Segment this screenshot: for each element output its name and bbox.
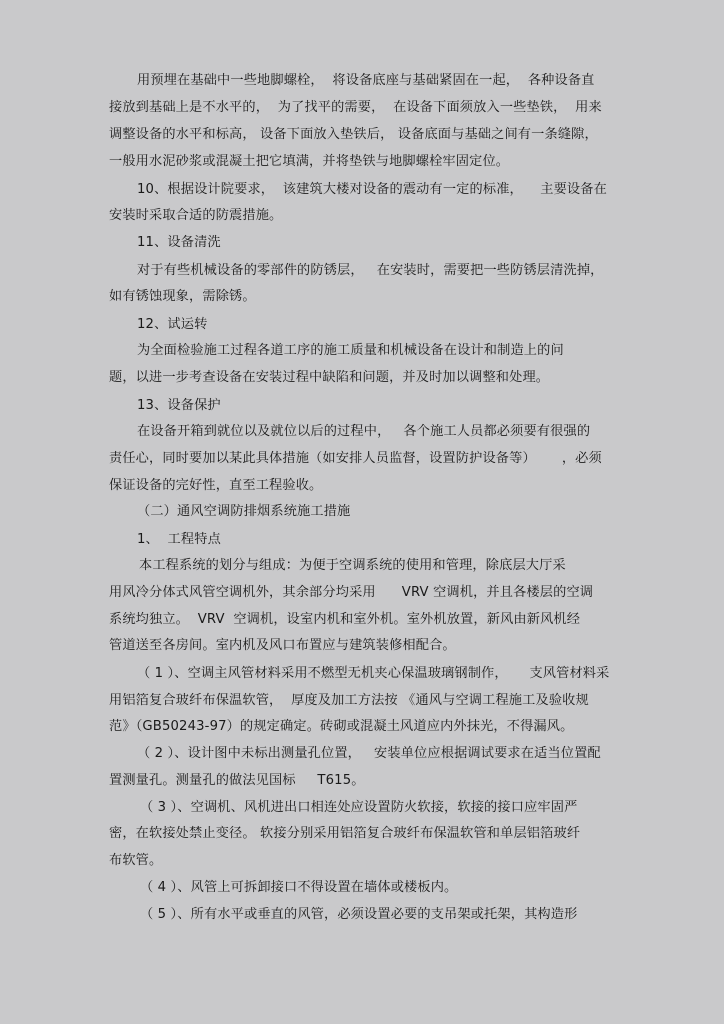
text-line: 为全面检验施工过程各道工序的施工质量和机械设备在设计和制造上的问 — [137, 343, 564, 358]
text-line: 范》（GB50243-97）的规定确定。砖砌或混凝土风道应内外抹光，不得漏风。 — [109, 719, 574, 734]
section-heading: 11、设备清洗 — [137, 235, 221, 250]
text-line: 本工程系统的划分与组成：为便于空调系统的使用和管理，除底层大厅采 — [139, 558, 566, 573]
text-line: （ 5 ）、所有水平或垂直的风管，必须设置必要的支吊架或托架，其构造形 — [140, 907, 578, 922]
text-line: 如有锈蚀现象，需除锈。 — [109, 289, 256, 304]
text-line: 布软管。 — [109, 853, 163, 868]
section-heading: （二）通风空调防排烟系统施工措施 — [137, 504, 351, 519]
text-line: 密，在软接处禁止变径。 软接分别采用铝箔复合玻纤布保温软管和单层铝箔玻纤 — [109, 826, 581, 841]
text-line: 用铝箔复合玻纤布保温软管， 厚度及加工方法按 《通风与空调工程施工及验收规 — [109, 693, 589, 708]
text-line: 置测量孔。测量孔的做法见国标 T615。 — [109, 773, 365, 788]
section-heading: 1、 工程特点 — [137, 532, 221, 547]
text-line: 调整设备的水平和标高， 设备下面放入垫铁后， 设备底面与基础之间有一条缝隙， — [109, 127, 598, 142]
text-line: 一般用水泥砂浆或混凝土把它填满，并将垫铁与地脚螺栓牢固定位。 — [109, 154, 510, 169]
text-line: （ 4 ）、风管上可拆卸接口不得设置在墙体或楼板内。 — [140, 880, 458, 895]
text-line: 保证设备的完好性，直至工程验收。 — [109, 478, 323, 493]
section-heading: 12、试运转 — [137, 317, 208, 332]
text-line: 对于有些机械设备的零部件的防锈层， 在安装时，需要把一些防锈层清洗掉， — [137, 263, 604, 278]
text-line: 接放到基础上是不水平的， 为了找平的需要， 在设备下面须放入一些垫铁， 用来 — [109, 100, 602, 115]
text-line: 管道送至各房间。室内机及风口布置应与建筑装修相配合。 — [109, 638, 456, 653]
text-line: 10、根据设计院要求， 该建筑大楼对设备的震动有一定的标准， 主要设备在 — [137, 182, 607, 197]
text-line: （ 2 ）、设计图中未标出测量孔位置， 安装单位应根据调试要求在适当位置配 — [137, 746, 601, 761]
text-line: 系统均独立。 VRV 空调机，设室内机和室外机。室外机放置，新风由新风机经 — [109, 612, 581, 627]
section-heading: 13、设备保护 — [137, 398, 221, 413]
text-line: 题，以进一步考查设备在安装过程中缺陷和问题，并及时加以调整和处理。 — [109, 370, 550, 385]
text-line: 用预埋在基础中一些地脚螺栓， 将设备底座与基础紧固在一起， 各种设备直 — [137, 73, 595, 88]
text-line: （ 3 ）、空调机、风机进出口相连处应设置防火软接，软接的接口应牢固严 — [140, 800, 578, 815]
text-line: （ 1 ）、空调主风管材料采用不燃型无机夹心保温玻璃钢制作， 支风管材料采 — [137, 666, 610, 681]
text-line: 责任心，同时要加以某此具体措施（如安排人员监督，设置防护设备等） ，必须 — [109, 451, 602, 466]
text-line: 在设备开箱到就位以及就位以后的过程中， 各个施工人员都必须要有很强的 — [137, 424, 591, 439]
text-line: 安装时采取合适的防震措施。 — [109, 208, 283, 223]
text-line: 用风冷分体式风管空调机外，其余部分均采用 VRV 空调机，并且各楼层的空调 — [109, 585, 594, 600]
